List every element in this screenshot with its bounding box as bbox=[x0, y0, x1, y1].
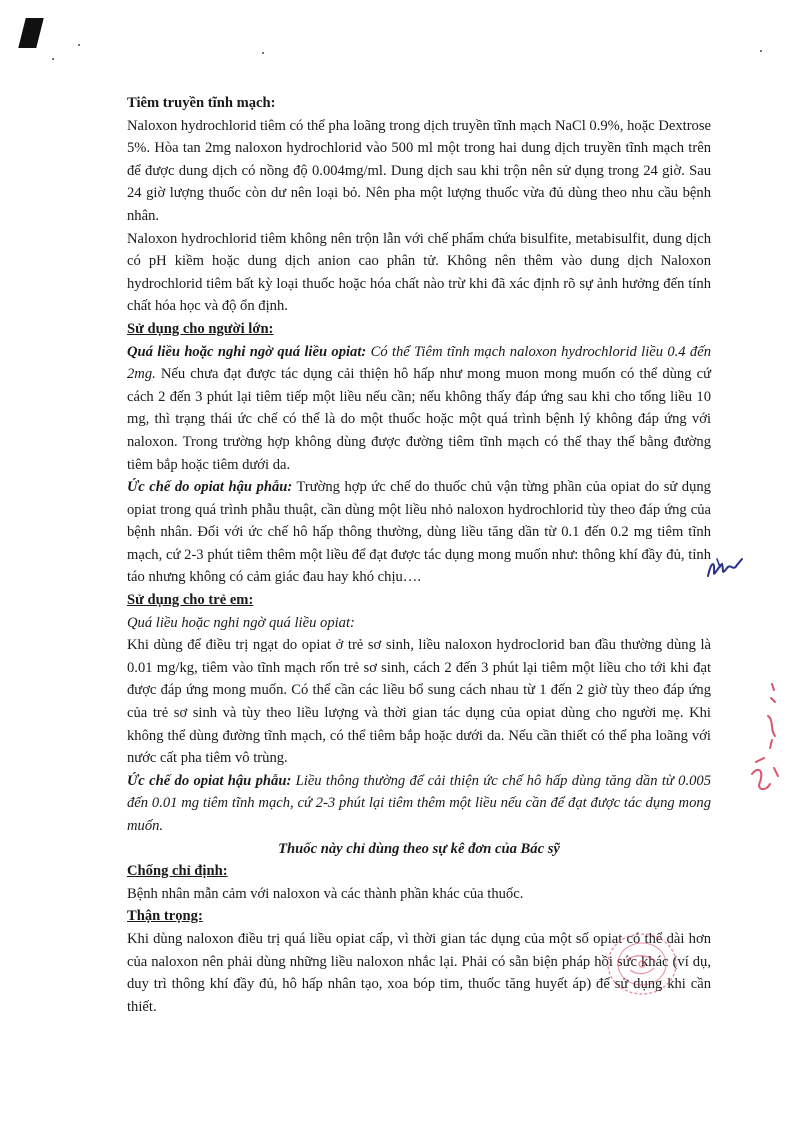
scan-speck bbox=[52, 58, 54, 60]
iv-paragraph-2: Naloxon hydrochlorid tiêm không nên trộn lẫn với chế phẩm chứa bisulfite, metabisulfit, dung dịch có pH kiềm hoặc dung dịch anion cao phân tử. Không nên thêm vào dung dịch Naloxon hydrochlorid tiêm bất kỳ loại thuốc hoặc hóa chất nào trừ khi đã xác định rõ sự ảnh hưởng đến tính chất hóa học và độ ổn định. bbox=[127, 230, 711, 315]
prescription-notice: Thuốc này chỉ dùng theo sự kê đơn của Bác sỹ bbox=[278, 840, 560, 857]
iv-heading: Tiêm truyền tĩnh mạch: bbox=[127, 95, 276, 111]
child-postop-text: Liều thông thường để cải thiện ức chế hô hấp dùng tăng dần từ 0.005 đến 0.01 mg tiêm tĩnh mạch, cứ 2-3 phút lại tiêm thêm một liều nếu cần để đạt được tác dụng mong muốn. bbox=[127, 772, 711, 834]
handwritten-initials bbox=[705, 556, 745, 582]
adult-postop-label: Ức chế do opiat hậu phẫu: bbox=[127, 479, 293, 496]
contraindications-heading: Chống chỉ định: bbox=[127, 863, 228, 880]
adult-postop-paragraph bbox=[127, 476, 711, 589]
document-body bbox=[127, 92, 711, 1018]
scan-speck bbox=[78, 44, 80, 46]
edge-stamp-mark bbox=[744, 678, 784, 803]
precautions-text: Khi dùng naloxon điều trị quá liều opiat cấp, vì thời gian tác dụng của một số opiat có thể dài hơn của naloxon nên phải dùng những liều naloxon nhắc lại. Phải có sẵn biện pháp hồi sức khác (ví dụ, duy trì thông khí đầy đủ, hô hấp nhân tạo, xoa bóp tim, thuốc tăng huyết áp) để sử dụng khi cần thiết. bbox=[127, 930, 711, 1015]
adult-overdose-text: Nếu chưa đạt được tác dụng cải thiện hô hấp như mong muon mong muốn có thể dùng cứ cách 2 đến 3 phút lại tiêm tiếp một liều nếu cần; nếu không thấy đáp ứng sau khi cho tổng liều 10 mg, thì trạng thái ức chế có thể là do một thuốc hoặc một quá trình bệnh lý không đáp ứng với naloxon. Trong trường hợp không dùng được đường tiêm tĩnh mạch có thể thay thế bằng đường tiêm bắp hoặc tiêm dưới da. bbox=[127, 366, 711, 473]
scan-corner-mark bbox=[18, 18, 43, 48]
scan-speck bbox=[262, 52, 264, 54]
precautions-heading: Thận trọng: bbox=[127, 908, 203, 925]
contraindications-text: Bệnh nhân mẫn cảm với naloxon và các thành phần khác của thuốc. bbox=[127, 885, 524, 902]
child-overdose-text: Khi dùng để điều trị ngạt do opiat ở trẻ sơ sinh, liều naloxon hydroclorid ban đầu thường dùng là 0.01 mg/kg, tiêm vào tĩnh mạch rốn trẻ sơ sinh, cách 2 đến 3 phút lại tiêm một liều cho tới khi đạt được đáp ứng mong muốn. Có thể cần các liều bổ sung cách nhau từ 1 đến 2 giờ tùy theo đáp ứng của trẻ sơ sinh và tùy theo liều lượng và thời gian tác dụng của opiat dùng cho người mẹ. Khi không thể dùng đường tĩnh mạch, có thể tiêm bắp hoặc dưới da. Nếu cần thiết có thể pha loãng với nước cất pha tiêm vô trùng. bbox=[127, 637, 711, 767]
adult-overdose-label: Quá liều hoặc nghi ngờ quá liều opiat: bbox=[127, 343, 367, 360]
child-postop-paragraph bbox=[127, 770, 711, 838]
adult-overdose-dose: Có thể Tiêm tĩnh mạch naloxon hydrochlorid liều 0.4 đến 2mg. bbox=[127, 343, 712, 383]
adult-overdose-paragraph bbox=[127, 341, 711, 477]
adult-postop-text: Trường hợp ức chế do thuốc chủ vận từng phần của opiat do sử dụng opiat trong quá trình phẫu thuật, cần dùng một liều nhỏ naloxon hydrochlorid tùy theo đáp ứng của bệnh nhân. Đối với ức chế hô hấp thông thường, dùng liều tăng dần từ 0.1 đến 0.2 mg tiêm tĩnh mạch, cứ 2-3 phút tiêm thêm một liều để đạt được tác dụng mong muốn như: thông khí đầy đủ, tỉnh táo nhưng không có cảm giác đau hay khó chịu…. bbox=[127, 479, 711, 586]
adult-heading: Sử dụng cho người lớn: bbox=[127, 320, 274, 337]
child-overdose-label: Quá liều hoặc nghi ngờ quá liều opiat: bbox=[127, 614, 355, 631]
round-stamp bbox=[604, 930, 680, 998]
iv-paragraph-1: Naloxon hydrochlorid tiêm có thể pha loãng trong dịch truyền tĩnh mạch NaCl 0.9%, hoặc Dextrose 5%. Hòa tan 2mg naloxon hydrochlorid vào 500 ml một trong hai dung dịch truyền tĩnh mạch trên để được dung dịch có nồng độ 0.004mg/ml. Dung dịch sau khi trộn nên sử dụng trong 24 giờ. Sau 24 giờ lượng thuốc còn dư nên loại bỏ. Nên pha một lượng thuốc vừa đủ dùng theo nhu cầu bệnh nhân. bbox=[127, 117, 712, 224]
child-postop-label: Ức chế do opiat hậu phẫu: bbox=[127, 772, 292, 789]
scan-speck bbox=[760, 50, 762, 52]
child-heading: Sử dụng cho trẻ em: bbox=[127, 592, 254, 609]
